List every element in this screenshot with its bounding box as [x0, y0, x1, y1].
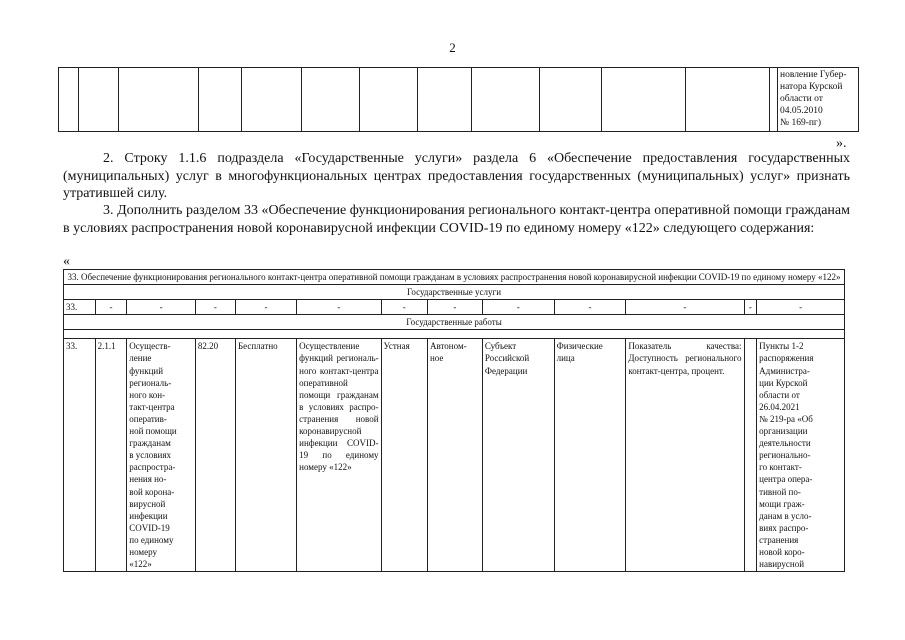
table-row — [64, 270, 845, 285]
cell-content: Осуществление функций регионального контакт-центра оперативной помощи гражданам в условиях распространения новой коронавирусной инфекции COVID-19 по единому номеру «122» — [297, 339, 381, 572]
dash-cell: - — [195, 300, 235, 315]
dash-cell: - — [235, 300, 296, 315]
dash-cell: - — [482, 300, 554, 315]
table-row — [64, 300, 845, 315]
dash-cell: - — [381, 300, 427, 315]
cell-founder: Субъект Российской Федерации — [482, 339, 554, 572]
dash-row-num: 33. — [64, 300, 96, 315]
paragraph-3 — [63, 202, 850, 237]
cell-consumers: Физические лица — [554, 339, 626, 572]
dash-cell: - — [626, 300, 744, 315]
table-row — [64, 339, 845, 572]
cell-empty — [744, 339, 757, 572]
cell-indicator: Показатель качества: Доступность регионального контакт-центра, процент. — [626, 339, 744, 572]
table-row — [59, 68, 859, 132]
cell-institution-type: Автоном- ное — [427, 339, 482, 572]
table-row — [64, 285, 845, 300]
dash-cell: - — [554, 300, 626, 315]
paragraph-3-text: 3. Дополнить разделом 33 «Обеспечение функционирования регионального контакт-центра оперативной помощи гражданам в условиях распространения новой коронавирусной инфекции COVID-19 по единому номеру «122» следующего содержания: — [63, 203, 850, 236]
section-33-table — [63, 269, 845, 572]
page-number: 2 — [449, 40, 456, 55]
cell-payment: Бесплатно — [235, 339, 296, 572]
table-cell-legal-basis: новление Губер- натора Курской области от 04.05.2010 № 169-пг) — [778, 68, 859, 132]
dash-cell: - — [744, 300, 757, 315]
cell-form: Устная — [381, 339, 427, 572]
table-row — [64, 330, 845, 339]
dash-cell: - — [127, 300, 196, 315]
dash-cell: - — [427, 300, 482, 315]
cell-code: 2.1.1 — [95, 339, 127, 572]
cell-okved: 82.20 — [195, 339, 235, 572]
dash-cell: - — [95, 300, 127, 315]
works-header: Государственные работы — [64, 315, 845, 330]
table-row — [64, 315, 845, 330]
paragraph-2-text: 2. Строку 1.1.6 подраздела «Государственные услуги» раздела 6 «Обеспечение предоставления государственных (муниципальных) услуг в многофункциональных центрах предоставления государственных (муниципальных) услуг» признать утратившей силу. — [63, 151, 850, 201]
closing-quote: ». — [836, 136, 847, 151]
dash-cell: - — [757, 300, 845, 315]
services-header: Государственные услуги — [64, 285, 845, 300]
cell-num: 33. — [64, 339, 96, 572]
cell-name: Осуществ- ление функций региональ- ного кон- такт-центра оператив- ной помощи гражданам в условиях распростра- нения но- вой корона- вирусной инфекции COVID-19 по единому номеру «122» — [127, 339, 196, 572]
previous-table-fragment — [58, 67, 859, 132]
dash-cell: - — [297, 300, 381, 315]
section-title: 33. Обеспечение функционирования регионального контакт-центра оперативной помощи гражданам в условиях распространения новой коронавирусной инфекции COVID-19 по единому номеру «122» — [64, 270, 845, 285]
cell-basis: Пункты 1-2 распоряжения Администра- ции Курской области от 26.04.2021 № 219-ра «Об организации деятельности регионально- го контакт- центра опера- тивной по- мощи граж- данам в усло- виях распро- странения новой коро- навирусной — [757, 339, 845, 572]
opening-quote: « — [63, 254, 70, 269]
paragraph-2 — [63, 150, 850, 203]
